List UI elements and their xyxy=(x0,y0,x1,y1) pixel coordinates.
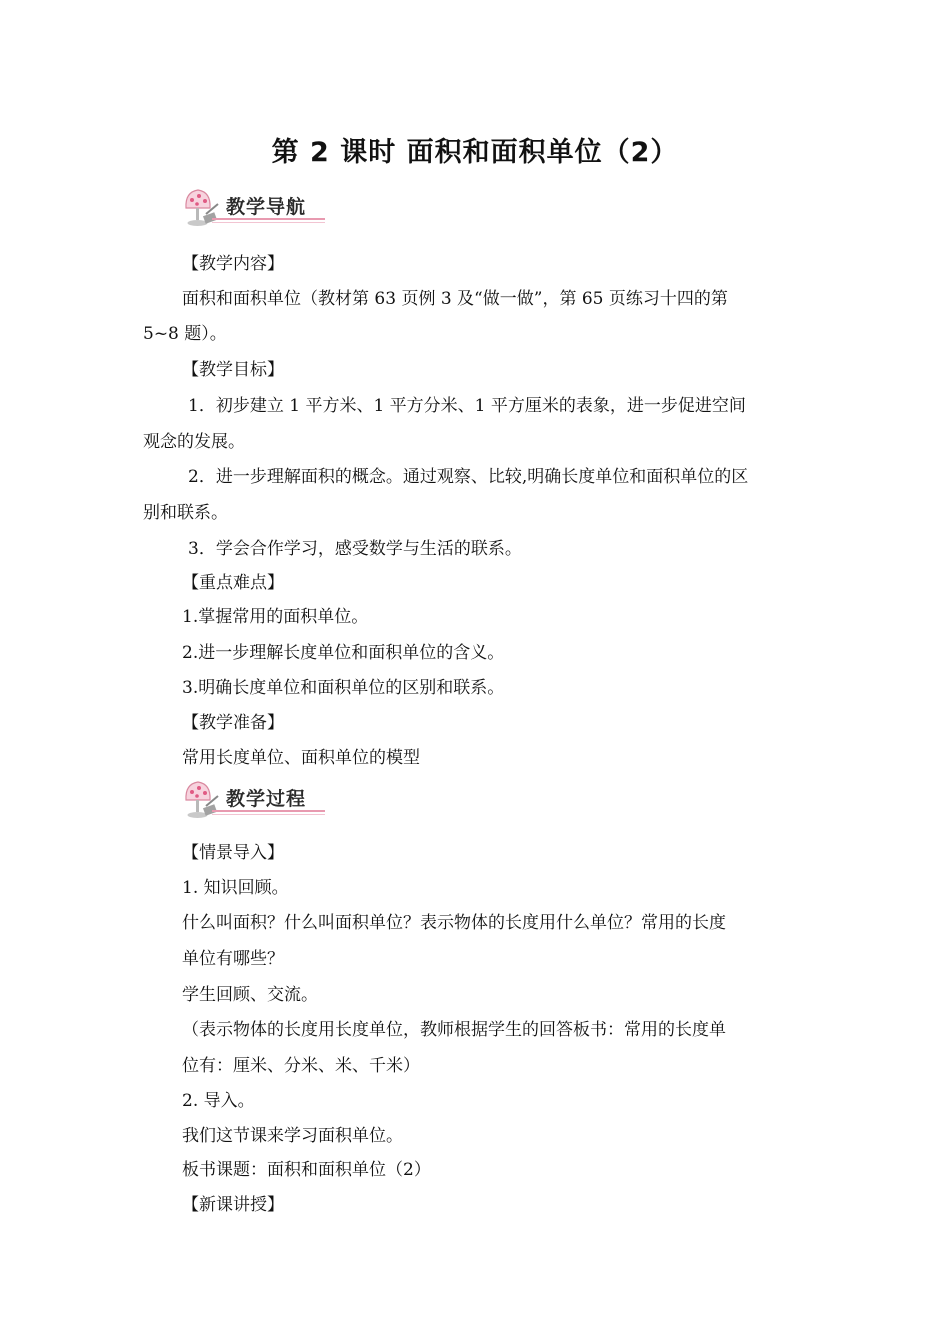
heading-content: 【教学内容】 xyxy=(182,254,284,274)
heading-intro: 【情景导入】 xyxy=(182,843,284,863)
paragraph-line: 1.掌握常用的面积单位。 xyxy=(182,607,369,627)
paragraph-line: 3．学会合作学习，感受数学与生活的联系。 xyxy=(188,539,522,559)
paragraph-line: 2. 导入。 xyxy=(182,1091,255,1111)
paragraph-line: 什么叫面积？什么叫面积单位？表示物体的长度用什么单位？常用的长度 xyxy=(182,913,726,933)
heading-new-lesson: 【新课讲授】 xyxy=(182,1195,284,1215)
banner-label: 教学导航 xyxy=(226,196,307,218)
heading-preparation: 【教学准备】 xyxy=(182,713,284,733)
paragraph-line: 单位有哪些？ xyxy=(182,949,284,969)
paragraph-line: （表示物体的长度用长度单位，教师根据学生的回答板书：常用的长度单 xyxy=(182,1020,726,1040)
banner-underline-light xyxy=(212,222,325,223)
paragraph-line: 别和联系。 xyxy=(143,503,228,523)
paragraph-line: 面积和面积单位（教材第 63 页例 3 及“做一做”，第 65 页练习十四的第 xyxy=(182,289,728,309)
paragraph-line: 常用长度单位、面积单位的模型 xyxy=(182,748,420,768)
paragraph-line: 位有：厘米、分米、米、千米） xyxy=(182,1056,420,1076)
paragraph-line: 学生回顾、交流。 xyxy=(182,985,318,1005)
section-banner-nav xyxy=(180,186,330,230)
page-title: 第 2 课时 面积和面积单位（2） xyxy=(271,137,679,168)
banner-underline-light xyxy=(212,814,325,815)
paragraph-line: 3.明确长度单位和面积单位的区别和联系。 xyxy=(182,678,505,698)
paragraph-line: 2.进一步理解长度单位和面积单位的含义。 xyxy=(182,643,505,663)
paragraph-line: 我们这节课来学习面积单位。 xyxy=(182,1126,403,1146)
paragraph-line: 2．进一步理解面积的概念。通过观察、比较,明确长度单位和面积单位的区 xyxy=(188,467,749,487)
paragraph-line: 1. 知识回顾。 xyxy=(182,878,289,898)
heading-goals: 【教学目标】 xyxy=(182,360,284,380)
heading-key-points: 【重点难点】 xyxy=(182,573,284,593)
paragraph-line: 5~8 题）。 xyxy=(143,324,227,344)
paragraph-line: 板书课题：面积和面积单位（2） xyxy=(182,1160,431,1180)
paragraph-line: 观念的发展。 xyxy=(143,432,245,452)
section-banner-process xyxy=(180,778,330,822)
lamp-icon xyxy=(180,778,220,822)
paragraph-line: 1．初步建立 1 平方米、1 平方分米、1 平方厘米的表象，进一步促进空间 xyxy=(188,396,746,416)
lamp-icon xyxy=(180,186,220,230)
banner-label: 教学过程 xyxy=(226,788,307,810)
